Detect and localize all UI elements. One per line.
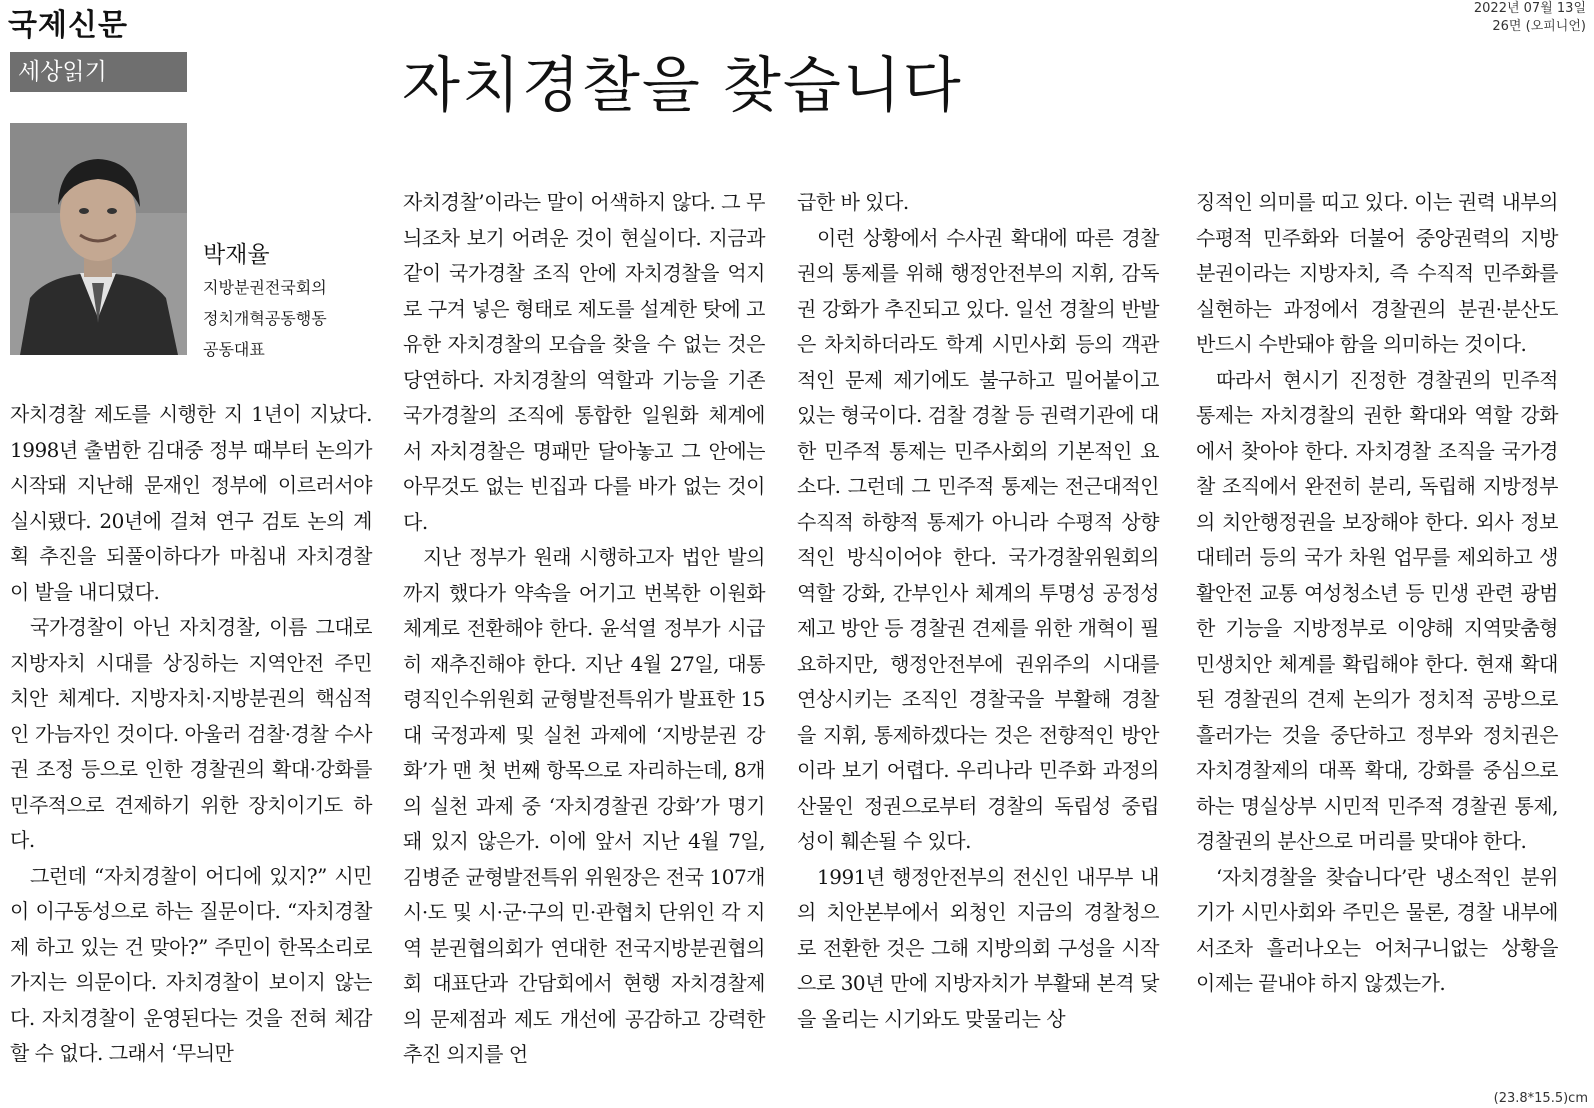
article-paragraph: ‘자치경찰을 찾습니다’란 냉소적인 분위기가 시민사회와 주민은 물론, 경찰 내부에서조차 흘러나오는 어처구니없는 상황을 이제는 끝내야 하지 않겠는가. [1196, 864, 1558, 995]
article-paragraph: 지난 정부가 원래 시행하고자 법안 발의까지 했다가 약속을 어기고 번복한 이원화 체계로 전환해야 한다. 윤석열 정부가 시급히 재추진해야 한다. 지난 4월 27일, 대통령직인수위원회 균형발전특위가 발표한 15대 국정과제 및 실천 과제에 ‘지방분권 강화’가 맨 첫 번째 항목으로 자리하는데, 8개의 실천 과제 중 ‘자치경찰권 강화’가 명기돼 있지 않은가. 이에 앞서 지난 4월 7일, 김병준 균형발전특위 위원장은 전국 107개 시·도 및 시·군·구의 민·관협치 단위인 각 지역 분권협의회가 연대한 전국지방분권협의회 대표단과 간담회에서 현행 자치경찰제의 문제점과 제도 개선에 공감하고 강력한 추진 의지를 언 [403, 545, 765, 1066]
article-column-4 [1196, 185, 1558, 1097]
article-paragraph: 징적인 의미를 띠고 있다. 이는 권력 내부의 수평적 민주화와 더불어 중앙권력의 지방분권이라는 지방자치, 즉 수직적 민주화를 실현하는 과정에서 경찰권의 분권·분산도 반드시 수반돼야 함을 의미하는 것이다. [1196, 190, 1558, 356]
article-paragraph: 국가경찰이 아닌 자치경찰, 이름 그대로 지방자치 시대를 상징하는 지역안전 주민치안 체계다. 지방자치·지방분권의 핵심적인 가늠자인 것이다. 아울러 검찰·경찰 수사권 조정 등으로 인한 경찰권의 확대·강화를 민주적으로 견제하기 위한 장치이기도 하다. [10, 615, 372, 852]
author-name: 박재율 [203, 242, 270, 268]
author-portrait-image [10, 123, 187, 355]
article-paragraph: 따라서 현시기 진정한 경찰권의 민주적 통제는 자치경찰의 권한 확대와 역할 강화에서 찾아야 한다. 자치경찰 조직을 국가경찰 조직에서 완전히 분리, 독립해 지방정부의 치안행정권을 보장해야 한다. 외사 정보 대테러 등의 국가 차원 업무를 제외하고 생활안전 교통 여성청소년 등 민생 관련 광범한 기능을 지방정부로 이양해 지역맞춤형 민생치안 체계를 확립해야 한다. 현재 확대된 경찰권의 견제 논의가 정치적 공방으로 흘러가는 것을 중단하고 정부와 정치권은 자치경찰제의 대폭 확대, 강화를 중심으로 하는 명실상부 시민적 민주적 경찰권 통제, 경찰권의 분산으로 머리를 맞대야 한다. [1196, 367, 1558, 853]
article-paragraph: 그런데 “자치경찰이 어디에 있지?” 시민이 이구동성으로 하는 질문이다. “자치경찰제 하고 있는 건 맞아?” 주민이 한목소리로 가지는 의문이다. 자치경찰이 보이지 않는다. 자치경찰이 운영된다는 것을 전혀 체감할 수 없다. 그래서 ‘무늬만 [10, 863, 372, 1065]
newspaper-name: 국제신문 [8, 8, 128, 43]
author-photo [10, 123, 187, 355]
author-role-line: 지방분권전국회의 [203, 278, 327, 297]
article-paragraph: 이런 상황에서 수사권 확대에 따른 경찰권의 통제를 위해 행정안전부의 지휘, 감독권 강화가 추진되고 있다. 일선 경찰의 반발은 차치하더라도 학계 시민사회 등의 객관적인 문제 제기에도 불구하고 밀어붙이고 있는 형국이다. 검찰 경찰 등 권력기관에 대한 민주적 통제는 민주사회의 기본적인 요소다. 그런데 그 민주적 통제는 전근대적인 수직적 하향적 통제가 아니라 수평적 상향적인 방식이어야 한다. 국가경찰위원회의 역할 강화, 간부인사 체계의 투명성 공정성 제고 방안 등 경찰권 견제를 위한 개혁이 필요하지만, 행정안전부에 권위주의 시대를 연상시키는 조직인 경찰국을 부활해 경찰을 지휘, 통제하겠다는 것은 전향적인 방안이라 보기 어렵다. 우리나라 민주화 과정의 산물인 정권으로부터 경찰의 독립성 중립성이 훼손될 수 있다. [797, 225, 1159, 853]
article-column-2 [403, 185, 765, 1097]
publication-date: 2022년 07월 13일 [1473, 1, 1586, 16]
article-column-3 [797, 185, 1159, 1097]
article-paragraph: 자치경찰’이라는 말이 어색하지 않다. 그 무늬조차 보기 어려운 것이 현실이다. 지금과 같이 국가경찰 조직 안에 자치경찰을 억지로 구겨 넣은 형태로 제도를 설계한 탓에 고유한 자치경찰의 모습을 찾을 수 없는 것은 당연하다. 자치경찰의 역할과 기능을 기존 국가경찰의 조직에 통합한 일원화 체계에서 자치경찰은 명패만 달아놓고 그 안에는 아무것도 없는 빈집과 다를 바가 없는 것이다. [403, 190, 765, 534]
author-role-line: 공동대표 [203, 340, 265, 359]
article-paragraph: 급한 바 있다. [797, 190, 909, 214]
article-column-1 [10, 397, 372, 1097]
dateline [1474, 0, 1586, 36]
author-affiliation [203, 272, 393, 365]
article-size-note: (23.8*15.5)cm [1493, 1091, 1588, 1106]
author-role-line: 정치개혁공동행동 [203, 309, 327, 328]
section-label: 세상읽기 [10, 52, 187, 92]
article-paragraph: 1991년 행정안전부의 전신인 내무부 내의 치안본부에서 외청인 지금의 경찰청으로 전환한 것은 그해 지방의회 구성을 시작으로 30년 만에 지방자치가 부활돼 본격 닻을 올리는 시기와도 맞물리는 상 [797, 864, 1159, 1031]
page-number: 26면 (오피니언) [1492, 19, 1586, 34]
article-title: 자치경찰을 찾습니다 [402, 51, 963, 121]
article-paragraph: 자치경찰 제도를 시행한 지 1년이 지났다. 1998년 출범한 김대중 정부 때부터 논의가 시작돼 지난해 문재인 정부에 이르러서야 실시됐다. 20년에 걸쳐 연구 검토 논의 계획 추진을 되풀이하다가 마침내 자치경찰이 발을 내디뎠다. [10, 402, 372, 604]
